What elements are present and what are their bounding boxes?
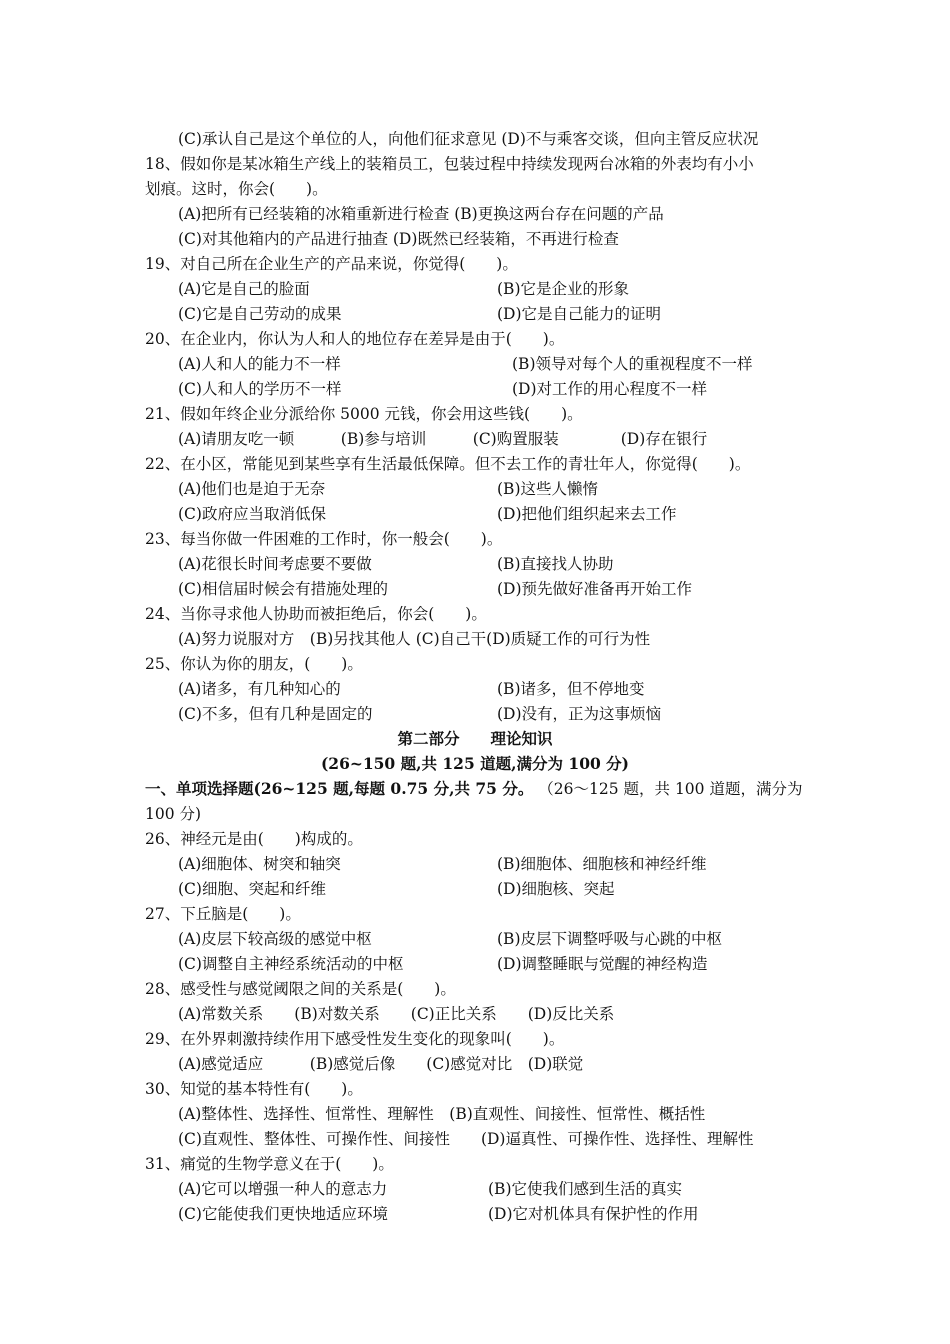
question-21: 21、假如年终企业分派给你 5000 元钱，你会用这些钱( )。 — [145, 405, 583, 423]
option-a: (A)诸多，有几种知心的 — [178, 680, 341, 698]
section-heading-cont: 100 分) — [145, 805, 202, 823]
option-d: (D)对工作的用心程度不一样 — [512, 380, 708, 398]
question-18-cont: 划痕。这时，你会( )。 — [145, 180, 328, 198]
option-b: (B)它是企业的形象 — [497, 280, 629, 298]
option-line: (C)直观性、整体性、可操作性、间接性 (D)逼真性、可操作性、选择性、理解性 — [178, 1130, 754, 1148]
question-27: 27、下丘脑是( )。 — [145, 905, 301, 923]
option-c: (C)政府应当取消低保 — [178, 505, 326, 523]
question-30: 30、知觉的基本特性有( )。 — [145, 1080, 363, 1098]
question-29: 29、在外界刺激持续作用下感受性发生变化的现象叫( )。 — [145, 1030, 565, 1048]
option-a: (A)它可以增强一种人的意志力 — [178, 1180, 388, 1198]
question-23: 23、每当你做一件困难的工作时，你一般会( )。 — [145, 530, 503, 548]
option-line: (A)努力说服对方 (B)另找其他人 (C)自己干(D)质疑工作的可行为性 — [178, 630, 651, 648]
question-19: 19、对自己所在企业生产的产品来说，你觉得( )。 — [145, 255, 518, 273]
option-line: (A)感觉适应 (B)感觉后像 (C)感觉对比 (D)联觉 — [178, 1055, 584, 1073]
section-heading-note: （26～125 题，共 100 道题，满分为 — [538, 780, 803, 798]
option-c: (C)调整自主神经系统活动的中枢 — [178, 955, 404, 973]
option-a: (A)花很长时间考虑要不要做 — [178, 555, 372, 573]
part-heading: 第二部分 理论知识 — [397, 729, 553, 748]
option-b: (B)皮层下调整呼吸与心跳的中枢 — [497, 930, 722, 948]
part-subheading: (26~150 题,共 125 道题,满分为 100 分) — [320, 754, 630, 773]
question-18: 18、假如你是某冰箱生产线上的装箱员工，包装过程中持续发现两台冰箱的外表均有小小 — [145, 155, 754, 173]
option-d: (D)预先做好准备再开始工作 — [497, 580, 693, 598]
question-28: 28、感受性与感觉阈限之间的关系是( )。 — [145, 980, 456, 998]
question-31: 31、痛觉的生物学意义在于( )。 — [145, 1155, 394, 1173]
option-d: (D)把他们组织起来去工作 — [497, 505, 677, 523]
option-line: (A)常数关系 (B)对数关系 (C)正比关系 (D)反比关系 — [178, 1005, 615, 1023]
option-c: (C)不多，但有几种是固定的 — [178, 705, 373, 723]
question-22: 22、在小区，常能见到某些享有生活最低保障。但不去工作的青壮年人，你觉得( )。 — [145, 455, 751, 473]
question-25: 25、你认为你的朋友，( )。 — [145, 655, 363, 673]
section-heading — [145, 779, 802, 799]
option-line: (C)承认自己是这个单位的人，向他们征求意见 (D)不与乘客交谈，但向主管反应状况 — [178, 130, 759, 148]
option-b: (B)直接找人协助 — [497, 555, 614, 573]
option-c: (C)它是自己劳动的成果 — [178, 305, 342, 323]
option-a: (A)人和人的能力不一样 — [178, 355, 341, 373]
question-24: 24、当你寻求他人协助而被拒绝后，你会( )。 — [145, 605, 487, 623]
question-20: 20、在企业内，你认为人和人的地位存在差异是由于( )。 — [145, 330, 565, 348]
option-d: (D)它是自己能力的证明 — [497, 305, 662, 323]
option-b: (B)它使我们感到生活的真实 — [488, 1180, 682, 1198]
question-26: 26、神经元是由( )构成的。 — [145, 830, 363, 848]
option-b: (B)这些人懒惰 — [497, 480, 598, 498]
option-a: (A)细胞体、树突和轴突 — [178, 855, 341, 873]
option-c: (C)人和人的学历不一样 — [178, 380, 342, 398]
section-heading-bold: 一、单项选择题(26~125 题,每题 0.75 分,共 75 分。 — [145, 779, 534, 798]
option-d: (D)没有，正为这事烦恼 — [497, 705, 662, 723]
option-b: (B)细胞体、细胞核和神经纤维 — [497, 855, 707, 873]
option-a: (A)他们也是迫于无奈 — [178, 480, 326, 498]
option-b: (B)诸多，但不停地变 — [497, 680, 645, 698]
option-d: (D)它对机体具有保护性的作用 — [488, 1205, 699, 1223]
option-d: (D)细胞核、突起 — [497, 880, 615, 898]
option-a: (A)它是自己的脸面 — [178, 280, 310, 298]
option-c: (C)相信届时候会有措施处理的 — [178, 580, 388, 598]
option-line: (A)整体性、选择性、恒常性、理解性 (B)直观性、间接性、恒常性、概括性 — [178, 1105, 706, 1123]
option-a: (A)皮层下较高级的感觉中枢 — [178, 930, 372, 948]
option-c: (C)它能使我们更快地适应环境 — [178, 1205, 388, 1223]
option-d: (D)调整睡眠与觉醒的神经构造 — [497, 955, 708, 973]
option-line: (C)对其他箱内的产品进行抽查 (D)既然已经装箱，不再进行检查 — [178, 230, 619, 248]
option-b: (B)领导对每个人的重视程度不一样 — [512, 355, 753, 373]
option-line: (A)把所有已经装箱的冰箱重新进行检查 (B)更换这两台存在问题的产品 — [178, 205, 664, 223]
option-line: (A)请朋友吃一顿 (B)参与培训 (C)购置服装 (D)存在银行 — [178, 430, 708, 448]
option-c: (C)细胞、突起和纤维 — [178, 880, 326, 898]
